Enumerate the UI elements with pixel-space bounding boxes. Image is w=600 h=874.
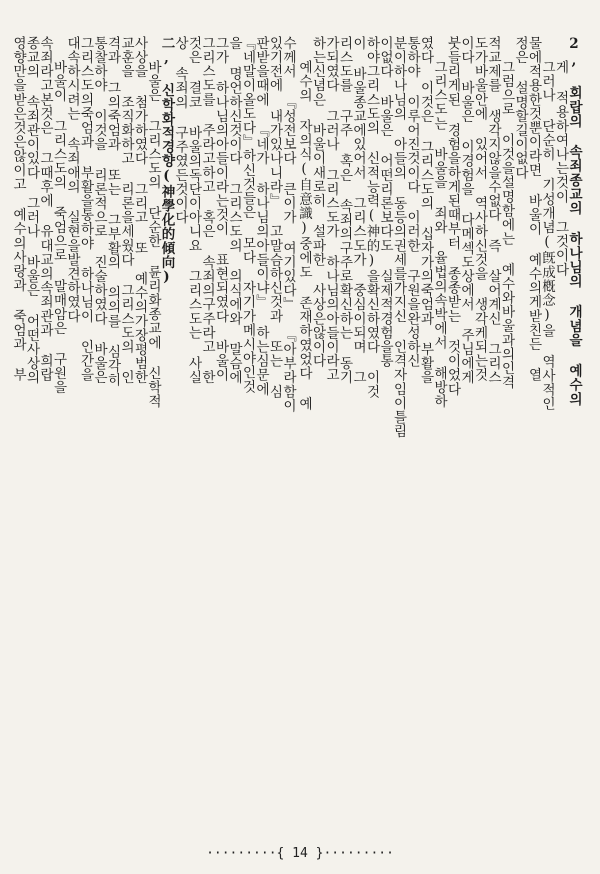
text-line: 을 명언하신것이다 그리스도의 의식에와 말슴에 — [226, 36, 242, 385]
text-line: 교훈을 조직화하고 리론을세웠다 그리스도의 인 — [118, 36, 134, 385]
text-line: 통하야 이루어진것이다 이러한 구원을완성하신 — [404, 36, 420, 368]
text-line: 상 속죄의 구주였든것이다 — [172, 36, 188, 225]
text-line: 물에적용한것뿐이라면 바울이 예수의게받친든 열 — [525, 36, 542, 382]
text-line: 『네말이올도다』하신것들은 모다 자기가메시야인것 — [239, 36, 256, 394]
left-text-block — [10, 36, 296, 836]
text-line: 바울은 그리스도의 단순한 륜리화종교에 신학적 — [145, 60, 161, 409]
text-line: 적교제를 생각지않을수없다 즉 살어계신 그리스 — [485, 36, 501, 385]
text-line: 二, 신학화적경향(神學化的傾向) — [158, 36, 175, 286]
text-line: 사상을 첨가하였다 그리고 또 예수의가장평범한 — [131, 36, 148, 385]
text-line: 리스도를 구주 혹은 속죄의구주로확신하는 동기 — [336, 36, 353, 385]
text-line: 격과 그의죽엄과 또는 그부활의 의의를 심각히 — [104, 36, 121, 387]
text-line: 이없다 바울은 어떤리론보다도 실제적경험을통 — [377, 36, 393, 368]
text-line: 게 적용하여나는것이 그것이다 — [552, 60, 569, 277]
page-number: ·········{ 14 }········· — [206, 846, 394, 861]
text-line: 이다 바울은 이경험을 다메섹도상에서 주님에게 — [458, 36, 474, 385]
text-line: 정은 설명할길이없다 — [512, 36, 528, 180]
text-line: 판받을때에 『네가 하나님의아들이냐』 하는심문에 — [253, 36, 269, 396]
text-line: 예수의 자의식(自意識)중에도 존재하였었다 예 — [296, 60, 312, 411]
text-line: 분이하나님의 아들의 동등의권세를가지신 인격자임이틀림 — [390, 36, 407, 439]
text-line: 그럼으로 이것을설명함에는 예수와바울과의인격 — [498, 60, 515, 390]
text-line: 종교의 속죄관이있다 그러나 바울은 어떤사상의 — [23, 36, 40, 385]
text-line: 그리스도는 바울을 죄와 율법의속박에서 해방하 — [431, 60, 447, 409]
text-line: 도가바울안에 있어서 역사하신것을 생각케되는것 — [471, 36, 488, 382]
text-line: 것은 결코 바울의독단이아니요 그리스도는 사실 — [185, 36, 202, 385]
text-line: 그리스도를 주라고하고 혹은 속죄의구주라고 한 — [199, 36, 215, 385]
text-line: 있기전에 내가있나니라』 고말슴하신것과 또는 심 — [266, 36, 283, 399]
text-line: 수께서 『성전보다 큰이가 여기있다』 『아부라함이 — [280, 36, 296, 413]
text-line: 붓들리게된 경험을하게된때부터 종종받는 것이었다 — [444, 36, 461, 396]
text-line: 하는신념은 바울이새로히 설파한 사상은않이다 — [309, 36, 326, 368]
text-line: 통찰하야 이것을 리론적으로 진술하였다 바울은 — [91, 36, 107, 385]
text-line: 바울이 그리스도의 죽엄으로 말매암은 구원을 — [50, 60, 67, 395]
text-line: 영향만을받은것은않이고 예수의사랑과 죽엄과 부 — [10, 36, 26, 382]
text-line: 2, 회랍의 속죄종교의 하나님의 개념을 예수의 — [566, 36, 582, 406]
text-line: 속죄라고본것은 그때후에 유대교의속죄관과 희랍 — [37, 36, 53, 382]
text-line: 그러나 단순히 기성개념(旣成槪念)을 역사적인 — [539, 60, 555, 411]
text-line: 대속하시려는 속죄애의 실현을발견하였다 — [64, 36, 80, 323]
text-line: 그리스도의죽엄과 부활을통하야 하나님이 인간을 — [77, 36, 94, 382]
text-line: 하야그리스도의 신적능력(神的)을확신하였다 이것 — [363, 36, 380, 399]
text-line: 였다 이것은 그리스도의 십자가의죽엄과 부활을 — [417, 36, 434, 385]
text-line: 이 바울종교에있어서 그리스도가 중심이되며 그 — [350, 36, 366, 385]
text-line: 가되였다 그러나 그리스도가 하나님의아들이라고 — [323, 36, 339, 382]
right-text-block — [296, 36, 582, 836]
text-line: 그가 하나님의아들이라는것이 표현되였다 바울이 — [212, 36, 229, 382]
